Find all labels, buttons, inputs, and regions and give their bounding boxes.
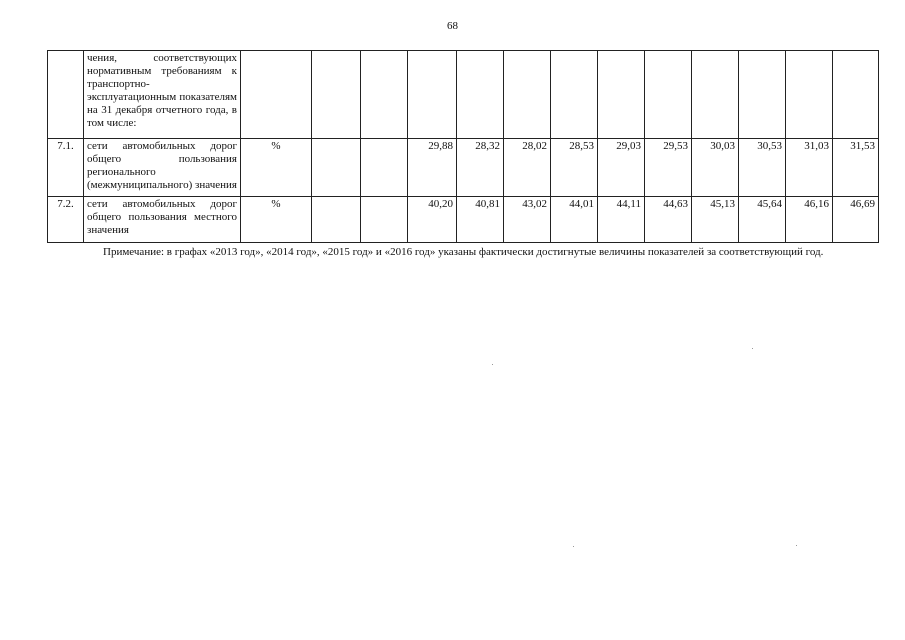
value-cell: 43,02 <box>504 197 551 243</box>
value-cell: 44,63 <box>645 197 692 243</box>
value-cell: 40,20 <box>408 197 457 243</box>
value-cell: 30,03 <box>692 139 739 197</box>
indicator-description-cell: чения, соответствующих нормативным требованиям к транспортно-эксплуатационным показателям на 31 декабря отчетного года, в том числе: <box>84 51 241 139</box>
table-note: Примечание: в графах «2013 год», «2014 год», «2015 год» и «2016 год» указаны фактически достигнутые величины показателей за соответствующий год. <box>103 246 824 258</box>
value-cell: 46,69 <box>833 197 879 243</box>
unit-cell <box>241 51 312 139</box>
indicator-table <box>47 50 879 243</box>
value-cell: 45,64 <box>739 197 786 243</box>
value-cell <box>598 51 645 139</box>
value-cell: 28,02 <box>504 139 551 197</box>
row-number-cell <box>48 51 84 139</box>
indicator-description-cell: сети автомобильных дорог общего пользования местного значения <box>84 197 241 243</box>
scan-speck <box>492 364 493 365</box>
table-row <box>48 51 879 139</box>
scan-speck <box>573 546 574 547</box>
scan-speck <box>796 545 797 546</box>
value-cell <box>312 197 361 243</box>
value-cell: 44,11 <box>598 197 645 243</box>
table-row <box>48 139 879 197</box>
value-cell: 31,53 <box>833 139 879 197</box>
value-cell <box>312 51 361 139</box>
value-cell <box>786 51 833 139</box>
value-cell: 28,32 <box>457 139 504 197</box>
value-cell <box>312 139 361 197</box>
value-cell: 40,81 <box>457 197 504 243</box>
value-cell: 29,88 <box>408 139 457 197</box>
unit-cell: % <box>241 139 312 197</box>
indicator-description-cell: сети автомобильных дорог общего пользования регионального (межмуниципального) значения <box>84 139 241 197</box>
value-cell: 46,16 <box>786 197 833 243</box>
value-cell <box>361 197 408 243</box>
value-cell <box>361 139 408 197</box>
value-cell <box>692 51 739 139</box>
value-cell <box>833 51 879 139</box>
value-cell: 28,53 <box>551 139 598 197</box>
value-cell <box>361 51 408 139</box>
value-cell <box>551 51 598 139</box>
scan-speck <box>752 348 753 349</box>
value-cell: 30,53 <box>739 139 786 197</box>
value-cell <box>739 51 786 139</box>
value-cell <box>645 51 692 139</box>
row-number-cell: 7.1. <box>48 139 84 197</box>
value-cell <box>504 51 551 139</box>
value-cell: 29,53 <box>645 139 692 197</box>
value-cell <box>408 51 457 139</box>
row-number-cell: 7.2. <box>48 197 84 243</box>
page-number: 68 <box>447 20 458 32</box>
value-cell: 31,03 <box>786 139 833 197</box>
table-row <box>48 197 879 243</box>
value-cell: 44,01 <box>551 197 598 243</box>
value-cell: 29,03 <box>598 139 645 197</box>
unit-cell: % <box>241 197 312 243</box>
value-cell: 45,13 <box>692 197 739 243</box>
value-cell <box>457 51 504 139</box>
